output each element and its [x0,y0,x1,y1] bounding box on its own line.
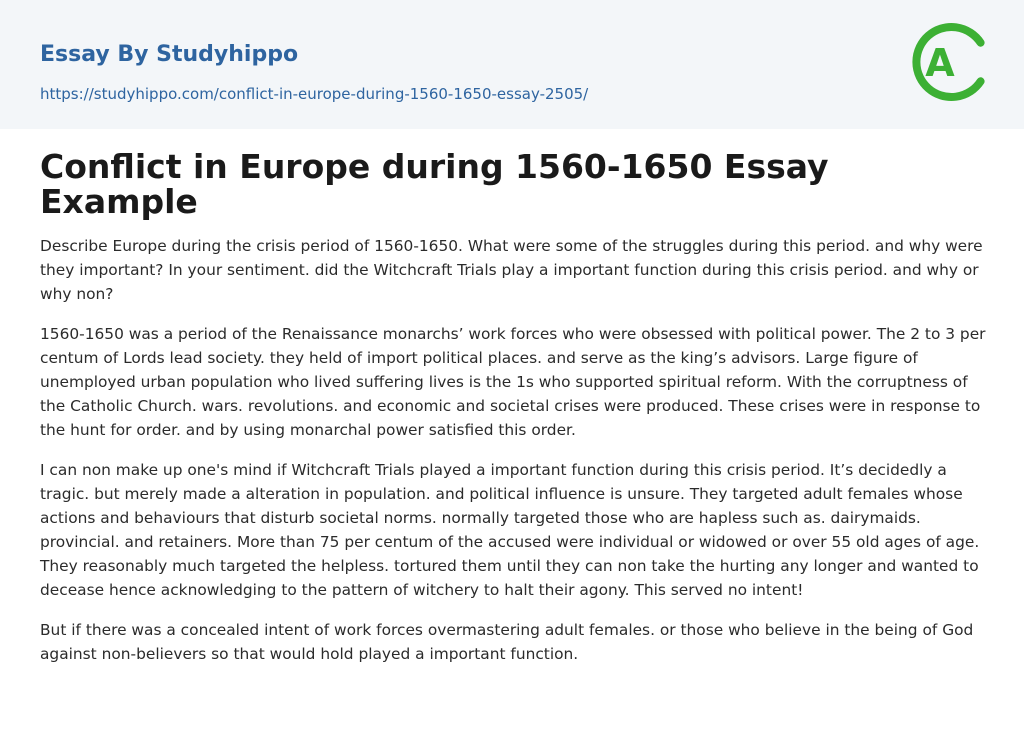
site-brand[interactable]: Essay By Studyhippo [40,42,299,67]
studyhippo-logo-icon[interactable] [912,19,986,105]
essay-url-link[interactable]: https://studyhippo.com/conflict-in-europe-during-1560-1650-essay-2505/ [40,85,589,103]
essay-paragraph-4: But if there was a concealed intent of work forces overmastering adult females. or those who believe in the being of God against non-believers so that would hold played a important function. [40,621,974,663]
essay-title: Conflict in Europe during 1560-1650 Essay Example [40,147,829,221]
site-header [0,0,1024,129]
essay-paragraph-2: 1560-1650 was a period of the Renaissance monarchs’ work forces who were obsessed with political power. The 2 to 3 per centum of Lords lead society. they held of import political places. and serve as the king’s advisors. Large figure of unemployed urban population who lived suffering lives is the 1s who supported spiritual reform. With the corruptness of the Catholic Church. wars. revolutions. and economic and societal crises were produced. These crises were in response to the hunt for order. and by using monarchal power satisfied this order. [40,325,986,439]
essay-paragraph-1: Describe Europe during the crisis period of 1560-1650. What were some of the struggles during this period. and why were they important? In your sentiment. did the Witchcraft Trials play a important function during this crisis period. and why or why non? [40,237,983,303]
logo-letter: A [925,41,955,85]
essay-paragraph-3: I can non make up one's mind if Witchcraft Trials played a important function during this crisis period. It’s decidedly a tragic. but merely made a alteration in population. and political influence is unsure. They targeted adult females whose actions and behaviours that disturb societal norms. normally targeted those who are hapless such as. dairymaids. provincial. and retainers. More than 75 per centum of the accused were individual or widowed or over 55 old ages of age. They reasonably much targeted the helpless. tortured them until they can non take the hurting any longer and wanted to decease hence acknowledging to the pattern of witchery to halt their agony. This served no intent! [40,461,980,599]
essay-body [40,234,988,682]
